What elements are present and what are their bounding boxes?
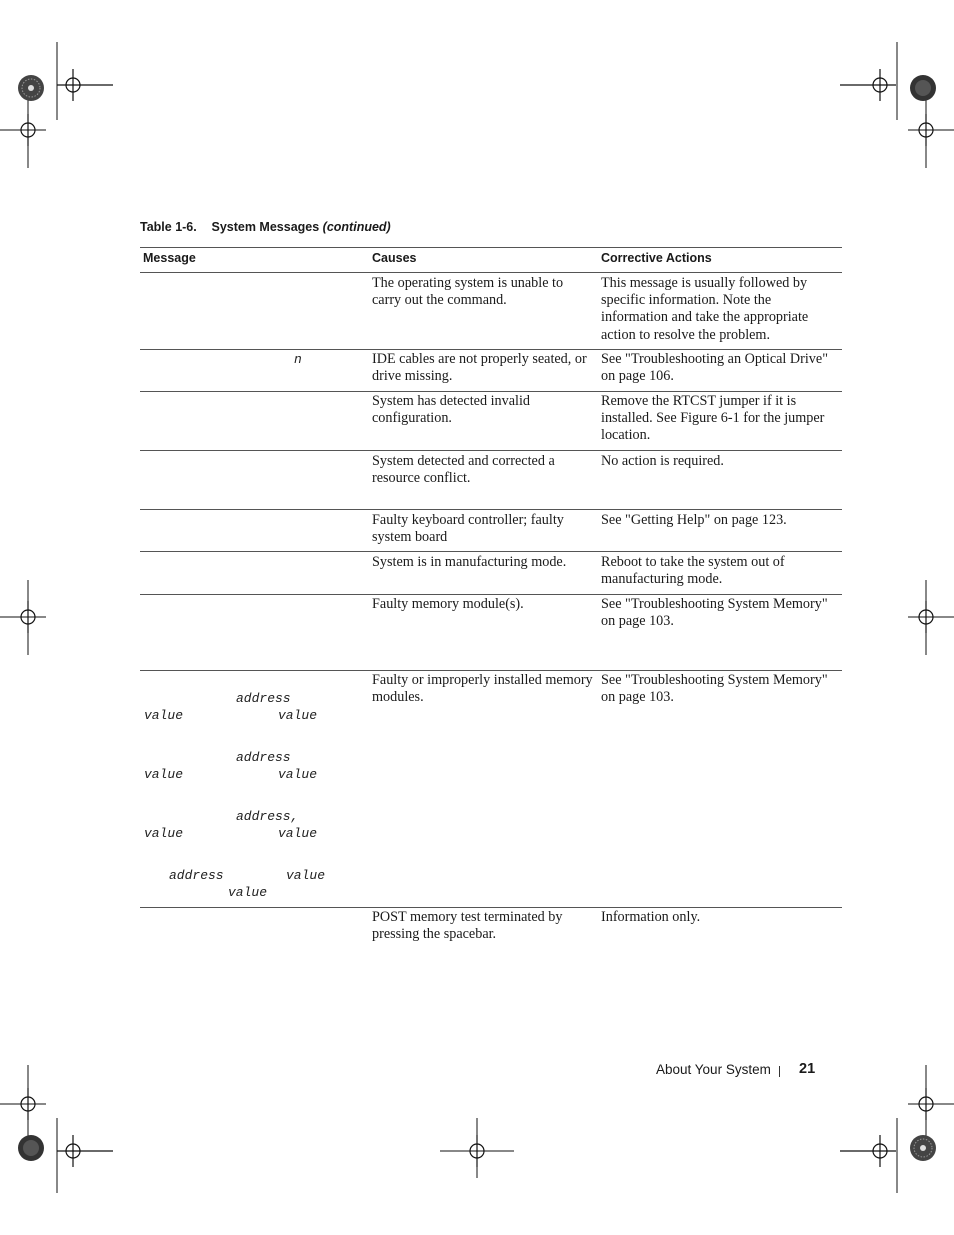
row-4-actions: No action is required. [601, 453, 724, 469]
row-1-causes: The operating system is unable to carry out the command. [372, 275, 564, 309]
row-8-message-fragment: value [144, 767, 184, 782]
row-8-message-fragment: address, [236, 809, 299, 824]
row-4-causes: System detected and corrected a resource conflict. [372, 453, 555, 487]
row-8-message-fragment: value [278, 826, 318, 841]
row-1-actions: This message is usually followed by specific information. Note the information and take the appropriate action to resolve the problem. [601, 275, 809, 343]
row-8-message-fragment: value [278, 767, 318, 782]
caption-suffix: (continued) [322, 220, 391, 234]
table-top-rule [140, 247, 842, 248]
row-divider [140, 594, 842, 595]
footer-separator [779, 1066, 780, 1077]
row-divider [140, 349, 842, 350]
row-divider [140, 907, 842, 908]
row-8-message-fragment: value [278, 708, 318, 723]
row-7-causes: Faulty memory module(s). [372, 596, 524, 612]
row-divider [140, 450, 842, 451]
row-2-message-fragment: n [294, 352, 302, 367]
page-number: 21 [799, 1061, 816, 1077]
row-2-causes: IDE cables are not properly seated, or drive missing. [372, 351, 587, 385]
caption-title: System Messages [211, 220, 320, 234]
row-6-actions: Reboot to take the system out of manufacturing mode. [601, 554, 785, 588]
row-2-actions: See "Troubleshooting an Optical Drive" on page 106. [601, 351, 828, 385]
row-5-actions: See "Getting Help" on page 123. [601, 512, 787, 528]
header-actions: Corrective Actions [601, 251, 712, 265]
row-divider [140, 391, 842, 392]
row-divider [140, 551, 842, 552]
row-7-actions: See "Troubleshooting System Memory" on page 103. [601, 596, 828, 630]
row-8-message-fragment: value [144, 826, 184, 841]
table-caption [140, 220, 391, 234]
row-8-message-fragment: address [236, 750, 291, 765]
footer-section-title: About Your System [656, 1062, 771, 1077]
header-rule [140, 272, 842, 273]
row-9-causes: POST memory test terminated by pressing the spacebar. [372, 909, 563, 943]
row-3-causes: System has detected invalid configuration. [372, 393, 530, 427]
row-8-message-fragment: value [228, 885, 268, 900]
row-divider [140, 509, 842, 510]
row-8-actions: See "Troubleshooting System Memory" on page 103. [601, 672, 828, 706]
header-causes: Causes [372, 251, 417, 265]
row-8-causes: Faulty or improperly installed memory modules. [372, 672, 593, 706]
row-6-causes: System is in manufacturing mode. [372, 554, 567, 570]
row-3-actions: Remove the RTCST jumper if it is installed. See Figure 6-1 for the jumper location. [601, 393, 825, 444]
row-9-actions: Information only. [601, 909, 701, 925]
row-8-message-fragment: address [236, 691, 291, 706]
row-divider [140, 670, 842, 671]
row-5-causes: Faulty keyboard controller; faulty system board [372, 512, 564, 546]
row-8-message-fragment: address [169, 868, 224, 883]
row-8-message-fragment: value [286, 868, 326, 883]
header-message: Message [143, 251, 196, 265]
caption-number: Table 1-6. [140, 220, 197, 234]
row-8-message-fragment: value [144, 708, 184, 723]
